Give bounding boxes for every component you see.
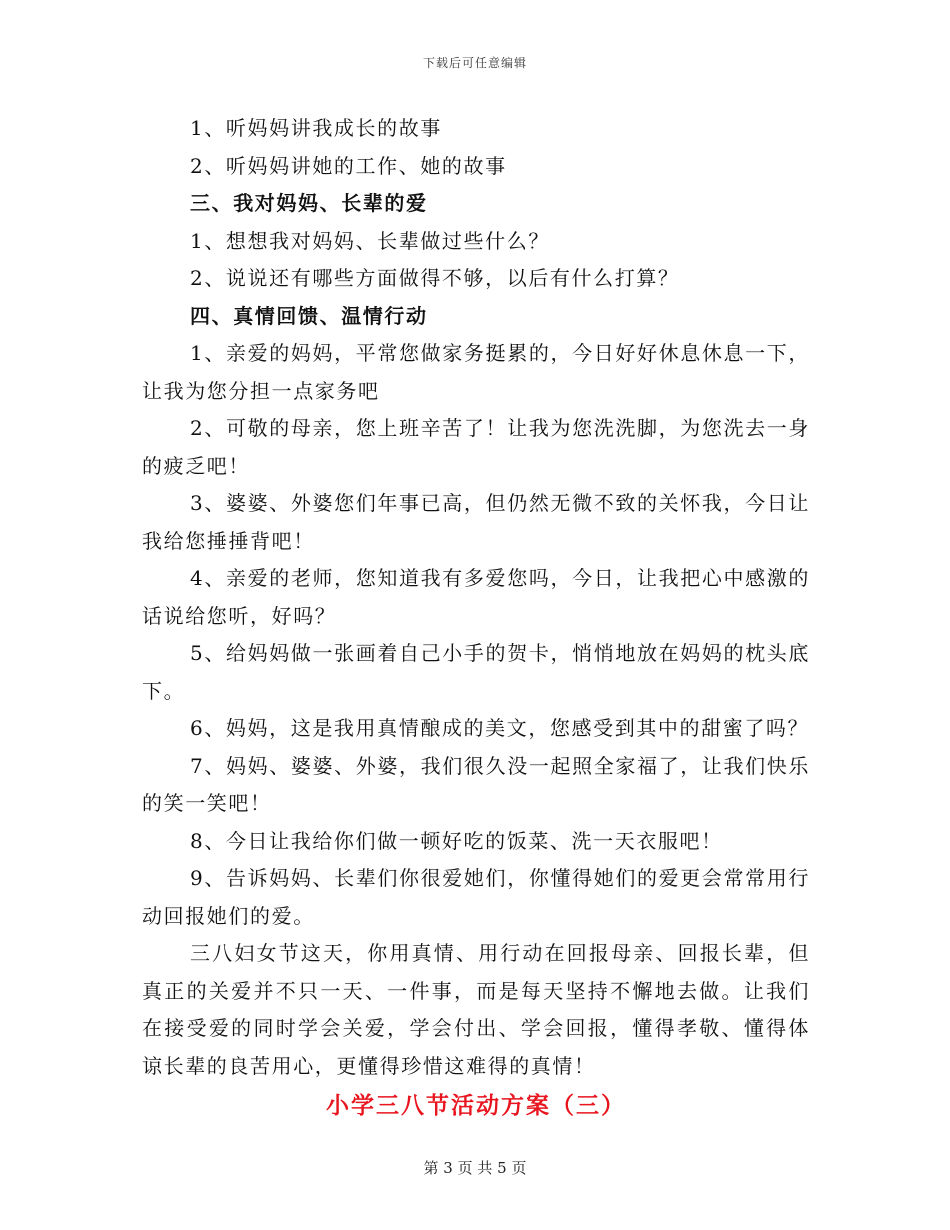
closing-paragraph: 三八妇女节这天，你用真情、用行动在回报母亲、回报长辈，但真正的关爱并不只一天、一件事，而是每天坚持不懈地去做。让我们在接受爱的同时学会关爱，学会付出、学会回报，懂得孝敬、懂得体谅长辈的良苦用心，更懂得珍惜这难得的真情！ <box>142 941 810 1078</box>
document-body <box>142 110 810 1125</box>
page-header: 下载后可任意编辑 <box>422 56 527 70</box>
paragraph-4: 2、说说还有哪些方面做得不够，以后有什么打算？ <box>190 266 680 290</box>
paragraph-5: 1、亲爱的妈妈，平常您做家务挺累的，今日好好休息休息一下，让我为您分担一点家务吧 <box>142 341 810 403</box>
paragraph-6: 2、可敬的母亲，您上班辛苦了！让我为您洗洗脚，为您洗去一身的疲乏吧！ <box>142 416 810 478</box>
page-footer: 第 3 页 共 5 页 <box>423 1159 527 1177</box>
paragraph-9: 5、给妈妈做一张画着自己小手的贺卡，悄悄地放在妈妈的枕头底下。 <box>142 641 810 703</box>
paragraph-12: 8、今日让我给你们做一顿好吃的饭菜、洗一天衣服吧！ <box>190 828 723 853</box>
section-title: 小学三八节活动方案（三） <box>326 1092 626 1119</box>
paragraph-3: 1、想想我对妈妈、长辈做过些什么？ <box>190 228 550 253</box>
paragraph-10: 6、妈妈，这是我用真情酿成的美文，您感受到其中的甜蜜了吗？ <box>190 716 810 740</box>
paragraph-7: 3、婆婆、外婆您们年事已高，但仍然无微不致的关怀我，今日让我给您捶捶背吧！ <box>142 491 810 553</box>
section-heading-4: 四、真情回馈、温情行动 <box>190 303 428 328</box>
paragraph-1: 1、听妈妈讲我成长的故事 <box>190 116 442 140</box>
section-heading-3: 三、我对妈妈、长辈的爱 <box>190 191 428 215</box>
paragraph-11: 7、妈妈、婆婆、外婆，我们很久没一起照全家福了，让我们快乐的笑一笑吧！ <box>142 753 810 815</box>
paragraph-8: 4、亲爱的老师，您知道我有多爱您吗，今日，让我把心中感激的话说给您听，好吗？ <box>142 566 810 628</box>
paragraph-13: 9、告诉妈妈、长辈们你很爱她们，你懂得她们的爱更会常常用行动回报她们的爱。 <box>142 866 810 928</box>
paragraph-2: 2、听妈妈讲她的工作、她的故事 <box>190 153 507 178</box>
